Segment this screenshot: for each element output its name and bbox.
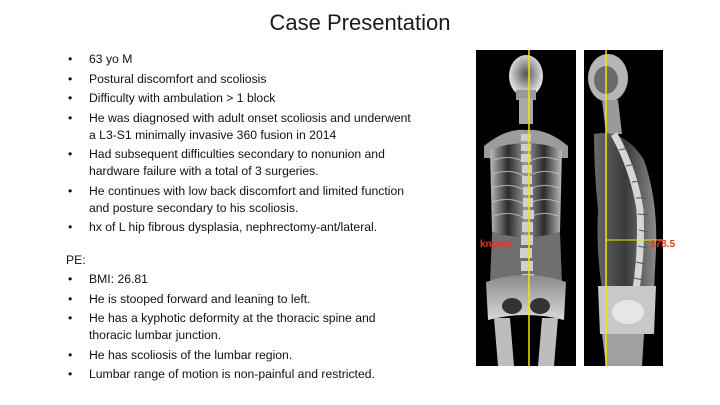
list-item: • He has a kyphotic deformity at the thoracic spine and thoracic lumbar junction.: [66, 310, 411, 344]
list-item: • He was diagnosed with adult onset scoliosis and underwent a L3-S1 minimally invasive 360 fusion in 2014: [66, 110, 411, 144]
pe-heading: PE:: [66, 253, 86, 267]
list-item: • Lumbar range of motion is non-painful and restricted.: [66, 366, 411, 383]
xray-lateral-image: [584, 50, 663, 366]
history-list: [66, 51, 411, 236]
bullet-content: [66, 51, 411, 386]
measurement-label-front: known: [480, 239, 512, 250]
slide-title: Case Presentation: [269, 10, 451, 35]
list-item: • Postural discomfort and scoliosis: [66, 71, 411, 88]
measurement-label-side: 178.5: [650, 239, 676, 250]
xray-ap-image: [476, 50, 576, 366]
list-item: • He continues with low back discomfort and limited function and posture secondary to his scoliosis.: [66, 183, 411, 217]
xray-lateral-drawing: [584, 50, 663, 366]
list-item: • He is stooped forward and leaning to left.: [66, 291, 411, 308]
list-item: • He has scoliosis of the lumbar region.: [66, 347, 411, 364]
list-item: • BMI: 26.81: [66, 271, 411, 288]
xray-ap-drawing: [476, 50, 576, 366]
list-item: • 63 yo M: [66, 51, 411, 68]
pe-list: [66, 271, 411, 383]
list-item: • Had subsequent difficulties secondary to nonunion and hardware failure with a total of 3 surgeries.: [66, 146, 411, 180]
list-item: • hx of L hip fibrous dysplasia, nephrectomy-ant/lateral.: [66, 219, 411, 236]
list-item: • Difficulty with ambulation > 1 block: [66, 90, 411, 107]
